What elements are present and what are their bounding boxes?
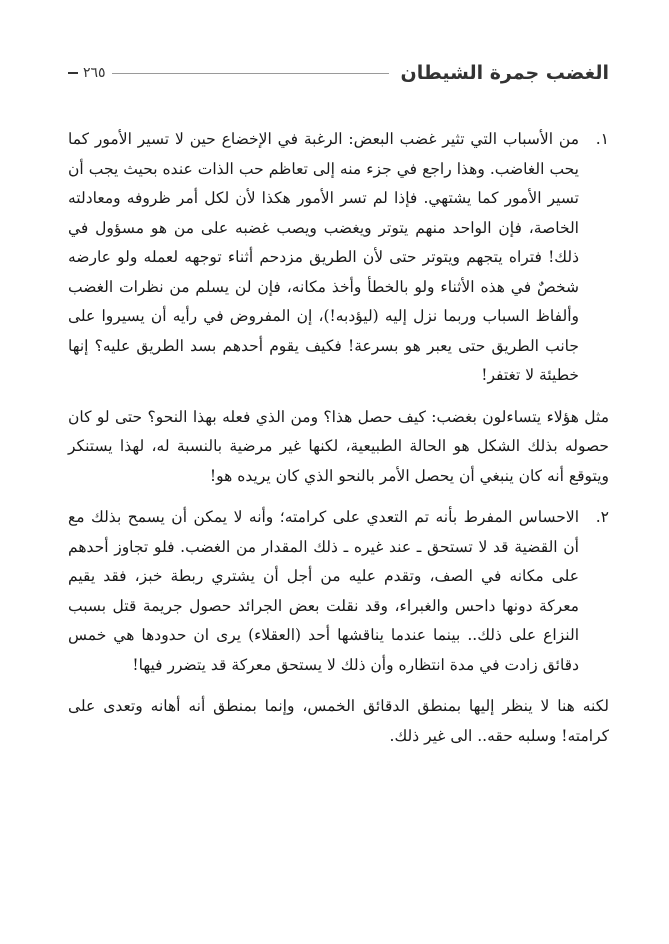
chapter-title: الغضب جمرة الشيطان — [389, 58, 610, 88]
list-item-1 — [68, 125, 609, 391]
page-body — [68, 125, 609, 763]
page-number-value: ٢٦٥ — [83, 65, 106, 81]
running-header — [68, 58, 609, 88]
list-item-2 — [68, 503, 609, 680]
list-item-number: ٢. — [595, 508, 609, 526]
list-item-text: الاحساس المفرط بأنه تم التعدي على كرامته؛ وأنه لا يمكن أن يسمح بذلك مع أن القضية قد لا تستحق ـ عند غيره ـ ذلك المقدار من الغضب. فلو تجاوز أحدهم على مكانه في الصف، وتقدم عليه من أجل أن يشتري ربطة خبز، فقد يقيم معركة دونها داحس والغبراء، وقد نقلت بعض الجرائد حصول جريمة قتل بسبب النزاع على ذلك.. بينما عندما يناقشها أحد (العقلاء) يرى ان حدودها هي خمس دقائق زادت في مدة انتظاره وأن ذلك لا يستحق معركة قد يتضرر فيها! — [68, 508, 579, 674]
list-item-number: ١. — [595, 130, 609, 148]
paragraph-1: مثل هؤلاء يتساءلون بغضب: كيف حصل هذا؟ ومن الذي فعله بهذا النحو؟ حتى لو كان حصوله بذلك الشكل هو الحالة الطبيعية، لكنها غير مرضية بالنسبة له، لهذا يستنكر ويتوقع أنه كان ينبغي أن يحصل الأمر بالنحو الذي كان يريده هو! — [68, 407, 609, 485]
page-number-dash — [68, 72, 78, 74]
page-number — [68, 58, 112, 88]
list-item-text: من الأسباب التي تثير غضب البعض: الرغبة في الإخضاع حين لا تسير الأمور كما يحب الغاضب. وهذا راجع في جزء منه إلى تعاظم حب الذات عنده بحيث يجب أن تسير الأمور كما يشتهي. فإذا لم تسر الأمور هكذا لأن لكل أمر ظروفه ومعادلته الخاصة، فإن الواحد منهم يتوتر ويغضب ويصب غضبه على من هو مسؤول في ذلك! فتراه يتجهم ويتوتر حتى لأن الطريق مزدحم أثناء توجهه لعمله ولو عارضه شخصٌ في هذه الأثناء ولو بالخطأ وأخذ مكانه، فإن لن يسلم من نظرات الغضب وألفاظ السباب وربما نزل إليه (ليؤدبه!)، إن المفروض في رأيه أن يسيروا على جانب الطريق حتى يعبر هو بسرعة! فكيف يقوم أحدهم بسد الطريق عليه؟ إنها خطيئة لا تغتفر! — [68, 130, 579, 384]
paragraph-2: لكنه هنا لا ينظر إليها بمنطق الدقائق الخمس، وإنما بمنطق أنه أهانه وتعدى على كرامته! وسلبه حقه.. الى غير ذلك. — [68, 697, 609, 745]
